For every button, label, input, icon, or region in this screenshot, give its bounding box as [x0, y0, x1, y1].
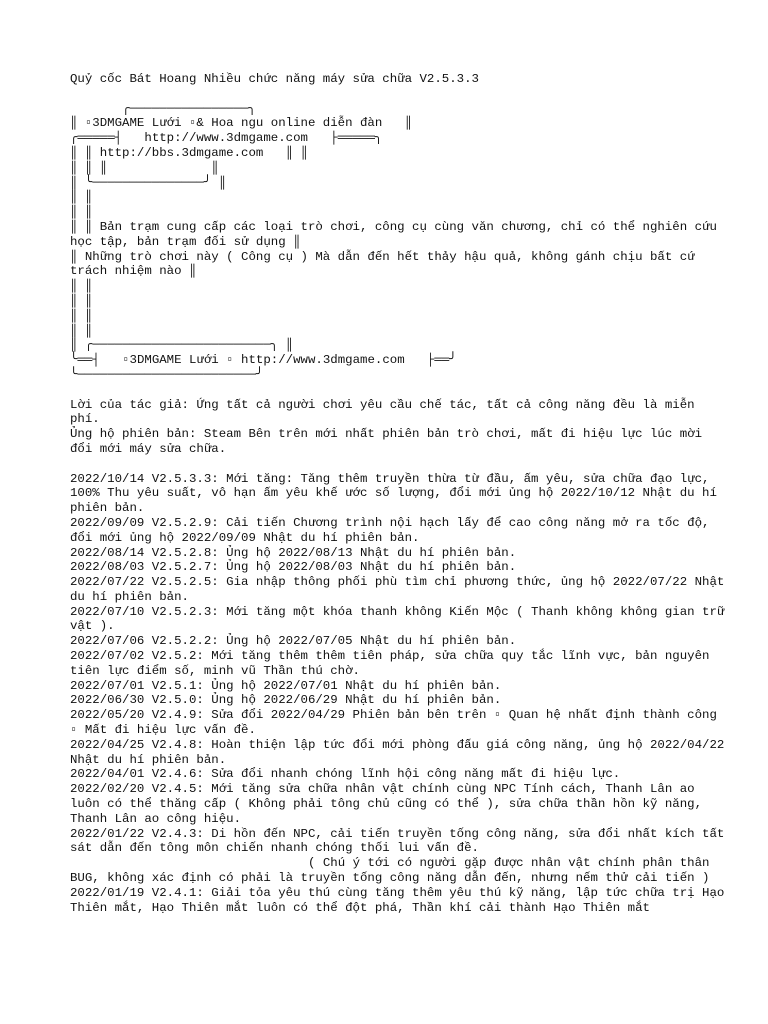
text-line: ║ ║	[70, 190, 93, 205]
text-line: ║ ║ http://bbs.3dmgame.com ║ ║	[70, 145, 308, 160]
document-text	[70, 72, 730, 915]
text-line: ╭═════┤ http://www.3dmgame.com ├═════╮	[70, 131, 383, 146]
text-line: ║ ║	[70, 293, 93, 308]
text-line: ║ ║	[70, 323, 93, 338]
text-line: 2022/01/22 V2.4.3: Di hồn đến NPC, cải tiến truyền tống công năng, sửa đổi nhất kích tất sát dẫn đến tông môn chiến nhanh chóng thối lui vấn đề.	[70, 826, 732, 856]
text-line: 2022/07/02 V2.5.2: Mới tăng thêm thêm tiên pháp, sửa chữa quy tắc lĩnh vực, bản nguyên tiên lực điểm số, minh vũ Thần thú chờ.	[70, 649, 717, 678]
text-line: ║ ║ Bản trạm cung cấp các loại trò chơi, công cụ cùng văn chương, chỉ có thể nghiên cứu học tập, bản trạm đối sử dụng ║	[70, 219, 725, 249]
text-line: 2022/08/03 V2.5.2.7: Ủng hộ 2022/08/03 Nhật du hí phiên bản.	[70, 560, 517, 575]
text-line	[70, 383, 730, 398]
text-line: 2022/04/01 V2.4.6: Sửa đổi nhanh chóng lĩnh hội công năng mất đi hiệu lực.	[70, 767, 621, 782]
text-line: Ủng hộ phiên bản: Steam Bên trên mới nhất phiên bản trò chơi, mất đi hiệu lực lúc mời đổi mới máy sửa chữa.	[70, 427, 710, 456]
text-line: 2022/08/14 V2.5.2.8: Ủng hộ 2022/08/13 Nhật du hí phiên bản.	[70, 545, 517, 560]
text-line	[70, 457, 730, 472]
text-line: 2022/01/19 V2.4.1: Giải tỏa yêu thú cùng tăng thêm yêu thú kỹ năng, lập tức chữa trị Hạo Thiên mắt, Hạo Thiên mắt luôn có thể đột phá, Thần khí cải thành Hạo Thiên mắt	[70, 885, 732, 915]
text-line: ( Chú ý tới có người gặp được nhân vật chính phân thân BUG, không xác định có phải là truyền tống công năng dẫn đến, nhưng nếm thử cải tiến )	[70, 856, 717, 886]
text-line: ║ ║	[70, 279, 93, 294]
text-line: Lời của tác giả: Ứng tất cả người chơi yêu cầu chế tác, tất cả công năng đều là miễn phí.	[70, 397, 703, 427]
text-line: ╭────────────────╮	[70, 101, 256, 116]
text-line: 2022/04/25 V2.4.8: Hoàn thiện lập tức đổi mới phòng đấu giá công năng, ủng hộ 2022/04/22 Nhật du hí phiên bản.	[70, 737, 732, 767]
text-line: ║ Những trò chơi này ( Công cụ ) Mà dẫn đến hết thảy hậu quả, không gánh chịu bất cứ trách nhiệm nào ║	[70, 249, 703, 279]
text-line: ║ ╭────────────────────────╮ ║	[70, 338, 294, 353]
text-line: ║ ║	[70, 308, 93, 323]
text-line: 2022/07/10 V2.5.2.3: Mới tăng một khóa thanh không Kiến Mộc ( Thanh không không gian trữ vật ).	[70, 604, 732, 634]
text-line: 2022/02/20 V2.4.5: Mới tăng sửa chữa nhân vật chính cùng NPC Tính cách, Thanh Lân ao luôn có thể thăng cấp ( Không phải tông chủ cũng có thể ), sửa chữa thần hồn kỹ năng, Thanh Lân ao công hiệu.	[70, 782, 710, 826]
text-line: ║ ║	[70, 205, 93, 220]
text-line: Quỷ cốc Bát Hoang Nhiều chức năng máy sửa chữa V2.5.3.3	[70, 72, 479, 86]
text-line: 2022/05/20 V2.4.9: Sửa đổi 2022/04/29 Phiên bản bên trên ▫ Quan hệ nhất định thành công ▫ Mất đi hiệu lực vấn đề.	[70, 708, 725, 738]
text-line	[70, 87, 730, 102]
text-line: ║ ╰───────────────╯ ║	[70, 175, 227, 190]
text-line: ║ ║ ║ ║	[70, 160, 219, 175]
text-line: 2022/06/30 V2.5.0: Ủng hộ 2022/06/29 Nhật du hí phiên bản.	[70, 693, 502, 708]
text-line: 2022/07/06 V2.5.2.2: Ủng hộ 2022/07/05 Nhật du hí phiên bản.	[70, 634, 517, 649]
text-line: 2022/10/14 V2.5.3.3: Mới tăng: Tăng thêm truyền thừa từ đầu, ấm yêu, sửa chữa đạo lực, 100% Thu yêu suất, vô hạn ấm yêu khế ước số lượng, đổi mới ủng hộ 2022/10/12 Nhật du hí phiên bản.	[70, 471, 725, 516]
text-line: 2022/07/01 V2.5.1: Ủng hộ 2022/07/01 Nhật du hí phiên bản.	[70, 678, 502, 693]
text-line: ╰══┤ ▫3DMGAME Lưới ▫ http://www.3dmgame.com ├══╯	[70, 353, 457, 368]
text-line: ╰────────────────────────╯	[70, 367, 264, 382]
text-line: 2022/09/09 V2.5.2.9: Cải tiến Chương trình nội hạch lấy để cao công năng mở ra tốc độ, đổi mới ủng hộ 2022/09/09 Nhật du hí phiên bản.	[70, 515, 717, 545]
text-line: 2022/07/22 V2.5.2.5: Gia nhập thông phối phù tìm chỉ phương thức, ủng hộ 2022/07/22 Nhật du hí phiên bản.	[70, 575, 732, 604]
text-line: ║ ▫3DMGAME Lưới ▫& Hoa ngu online diễn đàn ║	[70, 116, 413, 131]
